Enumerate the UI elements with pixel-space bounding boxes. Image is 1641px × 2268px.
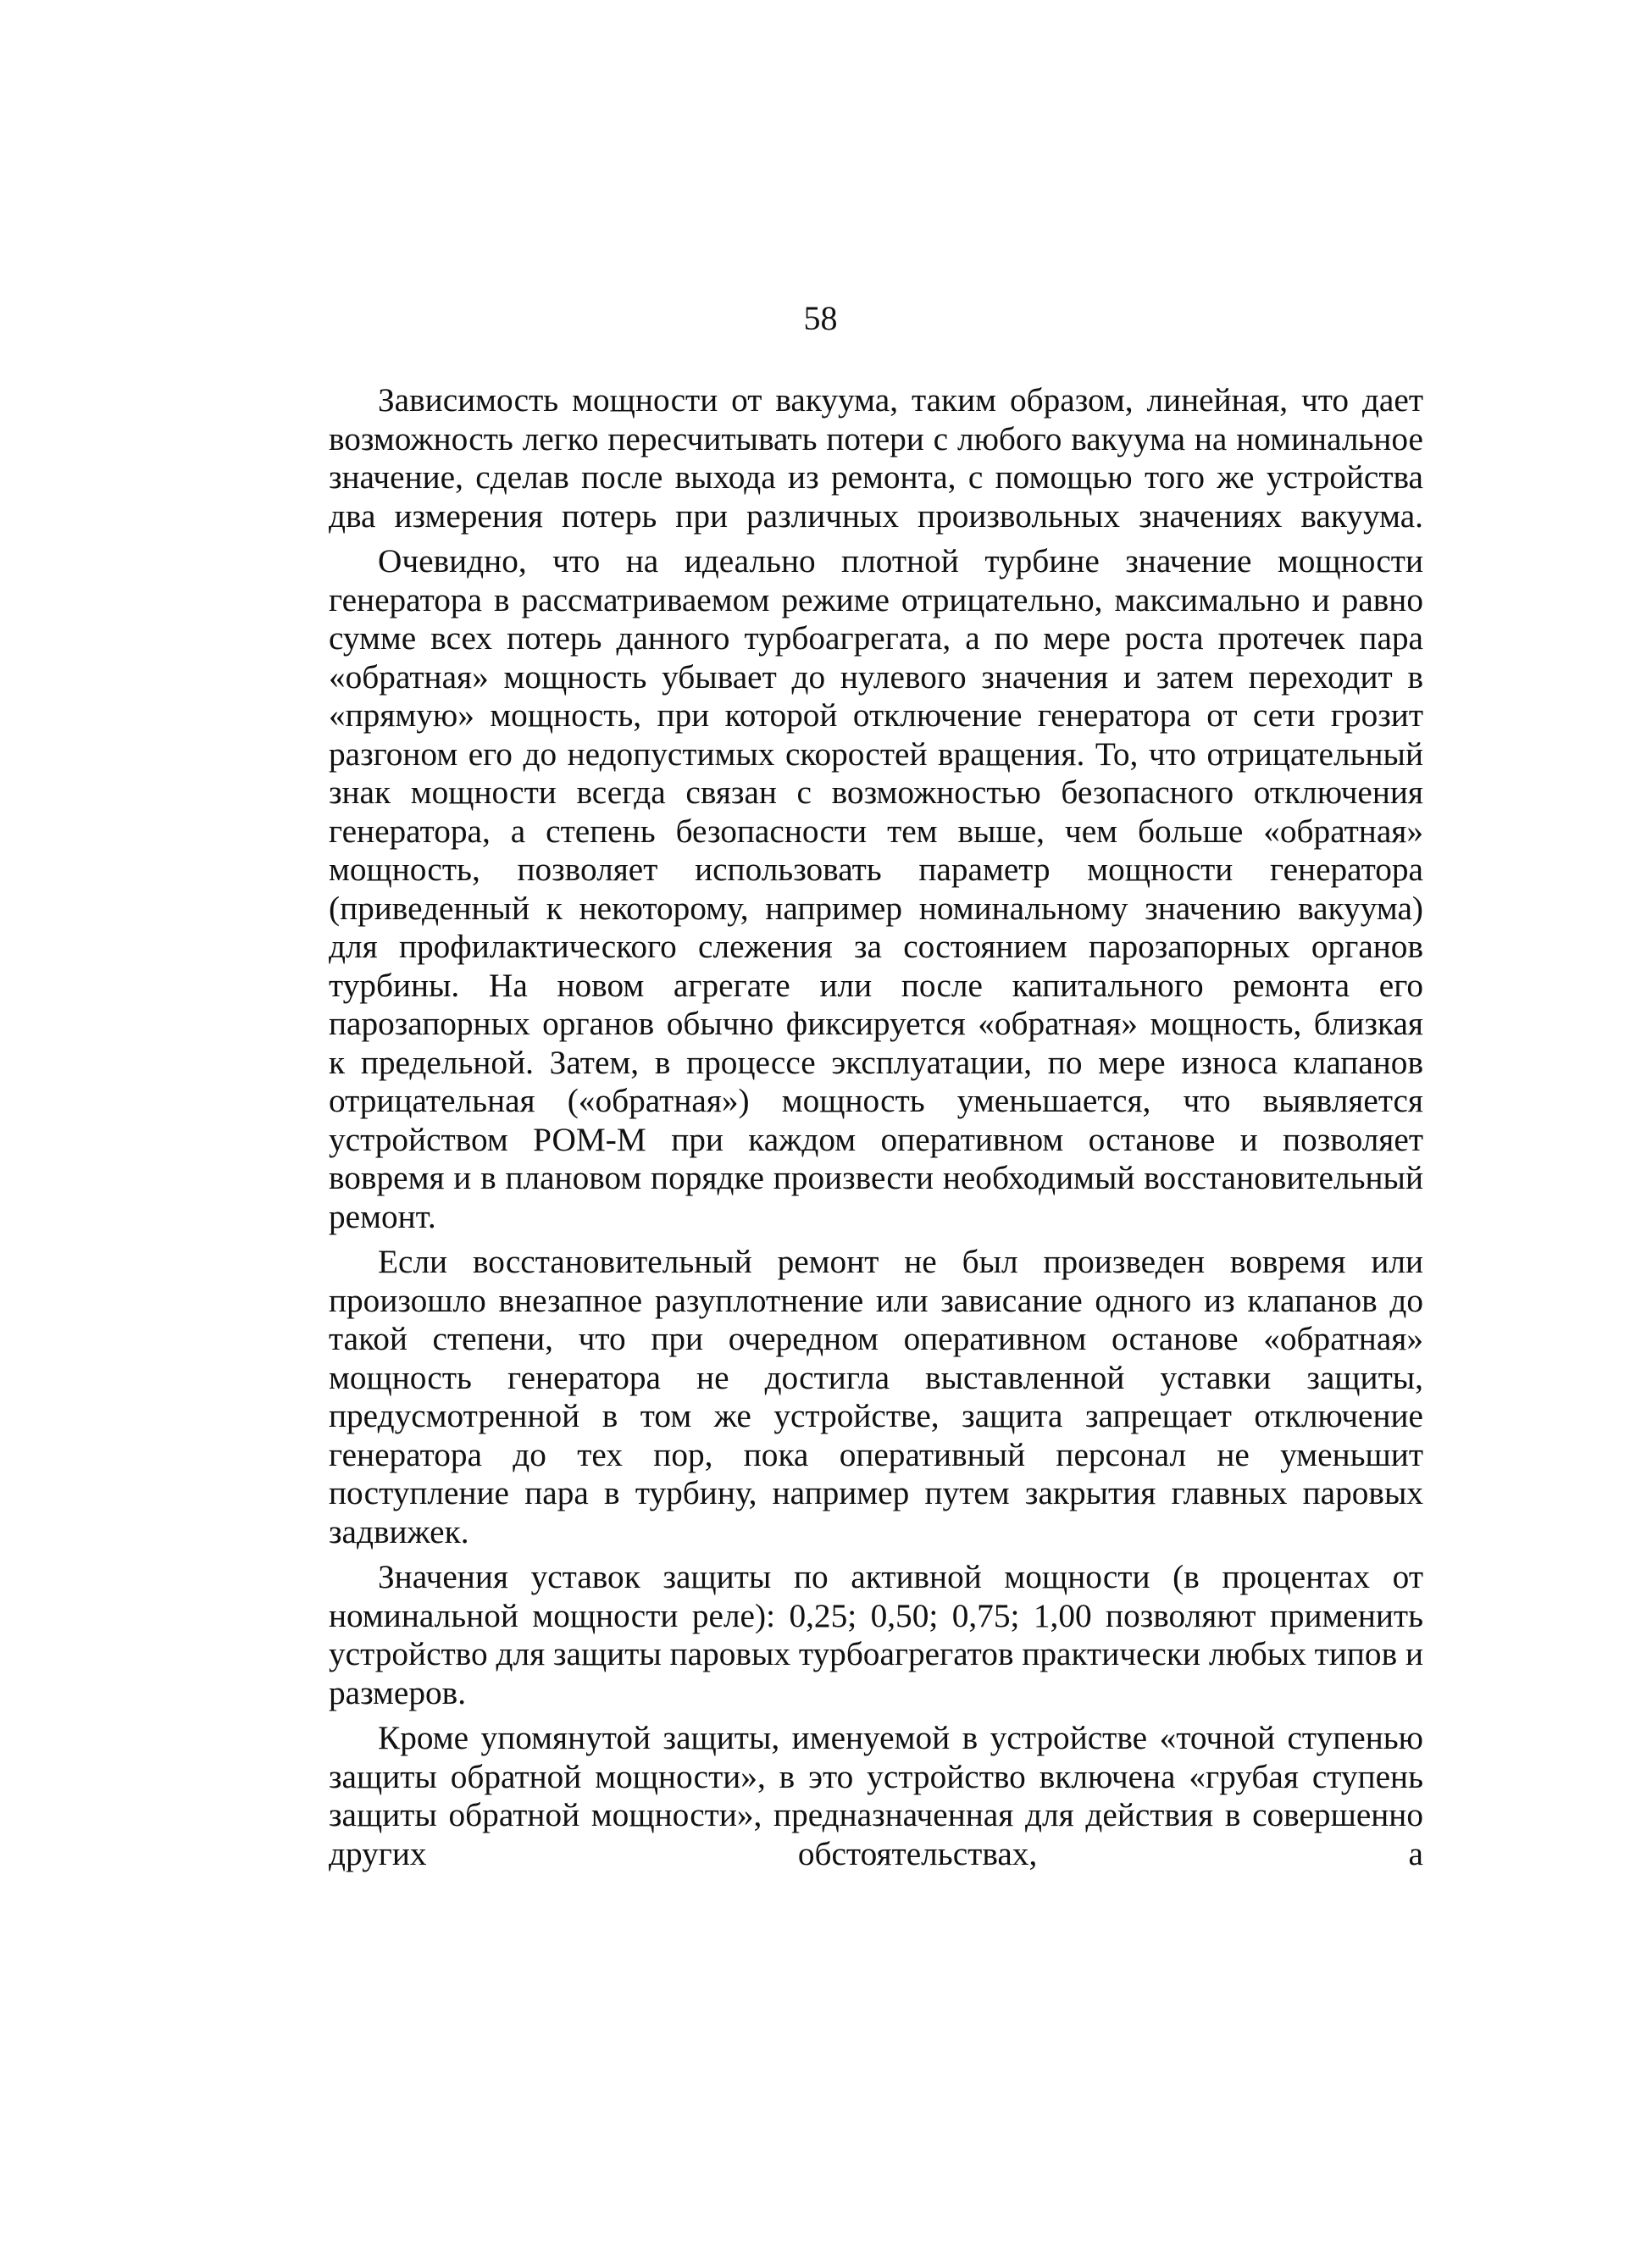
page-number: 58 [803,299,838,337]
paragraph-4: Значения уставок защиты по активной мощности (в процентах от номинальной мощности реле): 0,25; 0,50; 0,75; 1,00 позволяют применить устройство для защиты паровых турбоагрегатов практически любых типов и размеров. [329,1558,1423,1711]
paragraph-5: Кроме упомянутой защиты, именуемой в устройстве «точной ступенью защиты обратной мощности», в это устройство включена «грубая ступень защиты обратной мощности», предназначенная для действия в совершенно других обстоятельствах, а [329,1719,1423,1872]
paragraph-1: Зависимость мощности от вакуума, таким образом, линейная, что дает возможность легко пересчитывать потери с любого вакуума на номинальное значение, сделав после выхода из ремонта, с помощью того же устройства два измерения потерь при различных произвольных значениях вакуума. [329,381,1423,535]
paragraph-3: Если восстановительный ремонт не был произведен вовремя или произошло внезапное разуплотнение или зависание одного из клапанов до такой степени, что при очередном оперативном останове «обратная» мощность генератора не достигла выставленной уставки защиты, предусмотренной в том же устройстве, защита запрещает отключение генератора до тех пор, пока оперативный персонал не уменьшит поступление пара в турбину, например путем закрытия главных паровых задвижек. [329,1243,1423,1550]
paragraph-2: Очевидно, что на идеально плотной турбине значение мощности генератора в рассматриваемом режиме отрицательно, максимально и равно сумме всех потерь данного турбоагрегата, а по мере роста протечек пара «обратная» мощность убывает до нулевого значения и затем переходит в «прямую» мощность, при которой отключение генератора от сети грозит разгоном его до недопустимых скоростей вращения. То, что отрицательный знак мощности всегда связан с возможностью безопасного отключения генератора, а степень безопасности тем выше, чем больше «обратная» мощность, позволяет использовать параметр мощности генератора (приведенный к некоторому, например номинальному значению вакуума) для профилактического слежения за состоянием парозапорных органов турбины. На новом агрегате или после капитального ремонта его парозапорных органов обычно фиксируется «обратная» мощность, близкая к предельной. Затем, в процессе эксплуатации, по мере износа клапанов отрицательная («обратная») мощность уменьшается, что выявляется устройством РОМ-М при каждом оперативном останове и позволяет вовремя и в плановом порядке произвести необходимый восстановительный ремонт. [329,542,1423,1235]
text-column [329,381,1423,1880]
